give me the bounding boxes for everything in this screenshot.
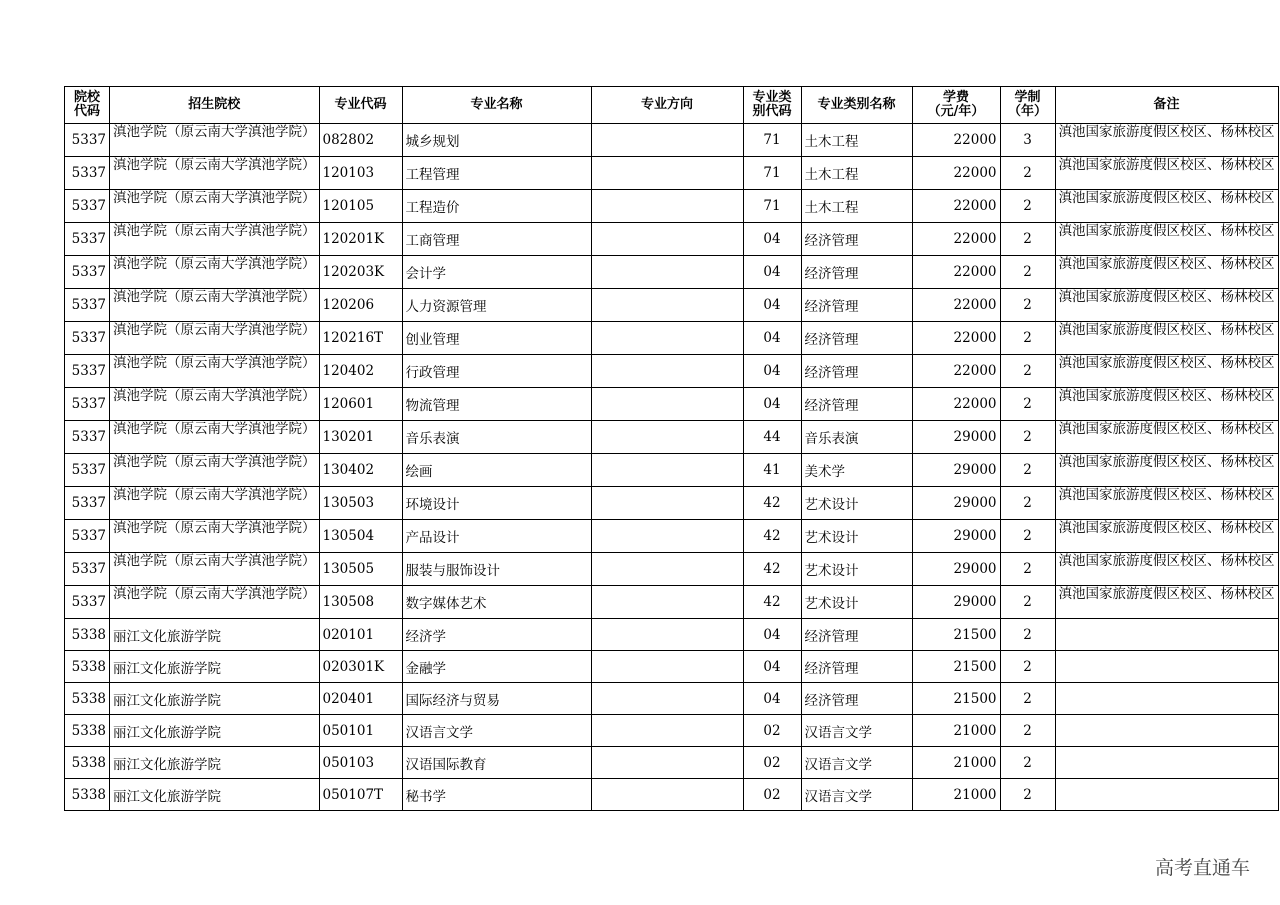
cell-note [1055,454,1278,487]
cell-school-text: 滇池学院（原云南大学滇池学院） [113,388,316,404]
cell-note-text: 滇池国家旅游度假区校区、杨林校区 [1058,487,1275,503]
cell-tuition: 21500 [912,651,1000,683]
cell-school-text: 滇池学院（原云南大学滇池学院） [113,421,316,437]
cell-school: 丽江文化旅游学院 [110,651,320,683]
cell-category-name: 音乐表演 [801,421,912,454]
cell-note [1055,715,1278,747]
cell-direction [591,355,743,388]
cell-tuition: 22000 [912,157,1000,190]
cell-direction [591,322,743,355]
cell-school-text: 滇池学院（原云南大学滇池学院） [113,553,316,569]
cell-category-code: 71 [743,157,801,190]
cell-direction [591,619,743,651]
cell-code: 5338 [65,651,110,683]
cell-major-name: 秘书学 [402,779,591,811]
cell-category-name: 经济管理 [801,322,912,355]
cell-major-name: 产品设计 [402,520,591,553]
cell-school [110,421,320,454]
cell-code: 5337 [65,520,110,553]
cell-major-name: 工程管理 [402,157,591,190]
cell-major-code: 082802 [319,124,402,157]
cell-direction [591,487,743,520]
table-row [65,520,1279,553]
cell-major-code: 130504 [319,520,402,553]
cell-major-code: 120216T [319,322,402,355]
cell-major-code: 020401 [319,683,402,715]
cell-direction [591,683,743,715]
cell-school [110,520,320,553]
cell-code: 5337 [65,454,110,487]
cell-years: 2 [1000,779,1055,811]
cell-school-text: 滇池学院（原云南大学滇池学院） [113,322,316,338]
cell-note [1055,586,1278,619]
cell-category-name: 汉语言文学 [801,747,912,779]
cell-note [1055,779,1278,811]
cell-category-name: 艺术设计 [801,487,912,520]
cell-category-name: 艺术设计 [801,553,912,586]
cell-note-text: 滇池国家旅游度假区校区、杨林校区 [1058,520,1275,536]
cell-code: 5338 [65,619,110,651]
cell-direction [591,520,743,553]
table-row [65,322,1279,355]
cell-category-code: 42 [743,487,801,520]
cell-category-code: 44 [743,421,801,454]
cell-category-name: 汉语言文学 [801,779,912,811]
cell-major-code: 020101 [319,619,402,651]
cell-direction [591,454,743,487]
cell-years: 2 [1000,454,1055,487]
table-row [65,355,1279,388]
cell-note-text: 滇池国家旅游度假区校区、杨林校区 [1058,421,1275,437]
cell-major-name: 物流管理 [402,388,591,421]
cell-school [110,289,320,322]
cell-category-name: 土木工程 [801,157,912,190]
table-row [65,619,1279,651]
cell-direction [591,553,743,586]
cell-school: 丽江文化旅游学院 [110,747,320,779]
cell-category-code: 04 [743,355,801,388]
cell-direction [591,256,743,289]
cell-tuition: 29000 [912,421,1000,454]
cell-tuition: 22000 [912,322,1000,355]
cell-note [1055,256,1278,289]
cell-tuition: 29000 [912,553,1000,586]
cell-school: 丽江文化旅游学院 [110,715,320,747]
table-row [65,651,1279,683]
cell-category-code: 04 [743,683,801,715]
cell-school-text: 滇池学院（原云南大学滇池学院） [113,223,316,239]
cell-category-name: 经济管理 [801,683,912,715]
cell-school [110,157,320,190]
cell-school [110,256,320,289]
cell-major-name: 行政管理 [402,355,591,388]
cell-years: 2 [1000,157,1055,190]
cell-note [1055,421,1278,454]
cell-note [1055,651,1278,683]
cell-school [110,322,320,355]
cell-major-name: 汉语言文学 [402,715,591,747]
cell-major-code: 120203K [319,256,402,289]
cell-note [1055,553,1278,586]
cell-major-name: 音乐表演 [402,421,591,454]
cell-code: 5337 [65,124,110,157]
header-tuition: 学费 （元/年） [912,87,1000,124]
cell-school-text: 滇池学院（原云南大学滇池学院） [113,157,316,173]
header-direction: 专业方向 [591,87,743,124]
table-row [65,388,1279,421]
cell-school-text: 滇池学院（原云南大学滇池学院） [113,454,316,470]
cell-category-name: 经济管理 [801,651,912,683]
cell-category-code: 04 [743,223,801,256]
cell-major-code: 130508 [319,586,402,619]
cell-category-name: 汉语言文学 [801,715,912,747]
cell-category-name: 经济管理 [801,355,912,388]
cell-code: 5337 [65,355,110,388]
cell-years: 2 [1000,223,1055,256]
cell-tuition: 22000 [912,190,1000,223]
cell-category-code: 04 [743,289,801,322]
cell-years: 3 [1000,124,1055,157]
cell-note-text: 滇池国家旅游度假区校区、杨林校区 [1058,223,1275,239]
cell-major-code: 050101 [319,715,402,747]
cell-school [110,487,320,520]
cell-major-code: 130505 [319,553,402,586]
cell-category-name: 美术学 [801,454,912,487]
admissions-table [64,86,1279,811]
cell-tuition: 29000 [912,487,1000,520]
cell-direction [591,651,743,683]
cell-code: 5338 [65,715,110,747]
cell-note [1055,289,1278,322]
cell-school [110,190,320,223]
cell-major-code: 050107T [319,779,402,811]
cell-major-name: 金融学 [402,651,591,683]
cell-note [1055,124,1278,157]
cell-category-code: 02 [743,779,801,811]
cell-code: 5337 [65,487,110,520]
cell-note-text: 滇池国家旅游度假区校区、杨林校区 [1058,124,1275,140]
cell-note [1055,223,1278,256]
header-major-code: 专业代码 [319,87,402,124]
cell-direction [591,157,743,190]
cell-school [110,388,320,421]
header-row [65,87,1279,124]
cell-direction [591,223,743,256]
cell-category-code: 04 [743,619,801,651]
cell-school [110,223,320,256]
cell-direction [591,586,743,619]
cell-years: 2 [1000,421,1055,454]
cell-major-code: 120105 [319,190,402,223]
cell-category-name: 艺术设计 [801,520,912,553]
cell-code: 5337 [65,223,110,256]
cell-category-code: 71 [743,190,801,223]
cell-major-name: 服装与服饰设计 [402,553,591,586]
cell-school-text: 滇池学院（原云南大学滇池学院） [113,520,316,536]
cell-code: 5337 [65,421,110,454]
cell-category-code: 41 [743,454,801,487]
cell-category-code: 42 [743,553,801,586]
cell-school [110,586,320,619]
cell-tuition: 22000 [912,223,1000,256]
cell-category-code: 04 [743,322,801,355]
header-major-name: 专业名称 [402,87,591,124]
cell-category-name: 土木工程 [801,124,912,157]
cell-code: 5337 [65,256,110,289]
cell-school [110,454,320,487]
cell-tuition: 29000 [912,454,1000,487]
cell-school-text: 滇池学院（原云南大学滇池学院） [113,256,316,272]
table-row [65,487,1279,520]
cell-category-code: 04 [743,651,801,683]
cell-major-code: 130503 [319,487,402,520]
cell-direction [591,421,743,454]
cell-category-name: 经济管理 [801,256,912,289]
cell-note-text: 滇池国家旅游度假区校区、杨林校区 [1058,454,1275,470]
cell-note [1055,520,1278,553]
cell-category-name: 经济管理 [801,388,912,421]
cell-note [1055,683,1278,715]
cell-years: 2 [1000,683,1055,715]
table-row [65,190,1279,223]
header-code: 院校 代码 [65,87,110,124]
cell-tuition: 21500 [912,683,1000,715]
cell-major-name: 环境设计 [402,487,591,520]
cell-note-text: 滇池国家旅游度假区校区、杨林校区 [1058,322,1275,338]
cell-category-name: 经济管理 [801,223,912,256]
cell-school-text: 滇池学院（原云南大学滇池学院） [113,289,316,305]
table-row [65,454,1279,487]
cell-major-code: 120601 [319,388,402,421]
cell-note [1055,322,1278,355]
cell-school [110,553,320,586]
cell-major-code: 050103 [319,747,402,779]
cell-category-name: 经济管理 [801,619,912,651]
cell-years: 2 [1000,553,1055,586]
table-row [65,779,1279,811]
cell-school-text: 滇池学院（原云南大学滇池学院） [113,355,316,371]
cell-tuition: 29000 [912,586,1000,619]
watermark-text: 高考直通车 [1154,857,1250,879]
cell-direction [591,747,743,779]
cell-major-name: 会计学 [402,256,591,289]
cell-category-code: 04 [743,256,801,289]
header-category-name: 专业类别名称 [801,87,912,124]
cell-note-text: 滇池国家旅游度假区校区、杨林校区 [1058,553,1275,569]
cell-years: 2 [1000,190,1055,223]
cell-years: 2 [1000,619,1055,651]
cell-category-name: 艺术设计 [801,586,912,619]
cell-note [1055,388,1278,421]
table-row [65,586,1279,619]
table-row [65,553,1279,586]
cell-major-code: 120206 [319,289,402,322]
cell-major-name: 创业管理 [402,322,591,355]
cell-note [1055,487,1278,520]
cell-tuition: 22000 [912,289,1000,322]
cell-direction [591,779,743,811]
cell-category-name: 土木工程 [801,190,912,223]
cell-major-name: 经济学 [402,619,591,651]
cell-category-code: 04 [743,388,801,421]
table-row [65,683,1279,715]
cell-tuition: 21500 [912,619,1000,651]
cell-years: 2 [1000,256,1055,289]
table-row [65,747,1279,779]
cell-note-text: 滇池国家旅游度假区校区、杨林校区 [1058,586,1275,602]
cell-major-name: 城乡规划 [402,124,591,157]
cell-school [110,355,320,388]
header-note: 备注 [1055,87,1278,124]
cell-note-text: 滇池国家旅游度假区校区、杨林校区 [1058,289,1275,305]
cell-major-name: 绘画 [402,454,591,487]
cell-tuition: 21000 [912,715,1000,747]
cell-major-name: 工程造价 [402,190,591,223]
cell-years: 2 [1000,747,1055,779]
cell-note [1055,157,1278,190]
table-row [65,715,1279,747]
cell-school-text: 滇池学院（原云南大学滇池学院） [113,124,316,140]
cell-major-name: 汉语国际教育 [402,747,591,779]
cell-note [1055,190,1278,223]
cell-code: 5337 [65,322,110,355]
table-row [65,256,1279,289]
cell-note-text: 滇池国家旅游度假区校区、杨林校区 [1058,190,1275,206]
cell-direction [591,715,743,747]
cell-years: 2 [1000,715,1055,747]
cell-years: 2 [1000,586,1055,619]
cell-school: 丽江文化旅游学院 [110,683,320,715]
cell-school-text: 滇池学院（原云南大学滇池学院） [113,487,316,503]
cell-code: 5338 [65,779,110,811]
cell-major-name: 工商管理 [402,223,591,256]
cell-school [110,124,320,157]
cell-school: 丽江文化旅游学院 [110,619,320,651]
cell-note-text: 滇池国家旅游度假区校区、杨林校区 [1058,256,1275,272]
cell-major-name: 人力资源管理 [402,289,591,322]
cell-direction [591,289,743,322]
cell-tuition: 22000 [912,355,1000,388]
cell-note [1055,747,1278,779]
table-row [65,124,1279,157]
cell-note [1055,355,1278,388]
cell-major-name: 数字媒体艺术 [402,586,591,619]
cell-years: 2 [1000,487,1055,520]
header-school: 招生院校 [110,87,320,124]
cell-tuition: 22000 [912,388,1000,421]
cell-major-code: 130402 [319,454,402,487]
cell-note-text: 滇池国家旅游度假区校区、杨林校区 [1058,388,1275,404]
cell-category-code: 02 [743,747,801,779]
cell-category-code: 42 [743,586,801,619]
cell-direction [591,190,743,223]
table-row [65,223,1279,256]
cell-school-text: 滇池学院（原云南大学滇池学院） [113,190,316,206]
cell-code: 5337 [65,157,110,190]
cell-major-code: 020301K [319,651,402,683]
cell-tuition: 21000 [912,747,1000,779]
cell-code: 5338 [65,683,110,715]
cell-tuition: 22000 [912,124,1000,157]
cell-note-text: 滇池国家旅游度假区校区、杨林校区 [1058,157,1275,173]
cell-major-code: 120201K [319,223,402,256]
table-row [65,421,1279,454]
cell-note-text: 滇池国家旅游度假区校区、杨林校区 [1058,355,1275,371]
cell-direction [591,124,743,157]
cell-major-code: 120402 [319,355,402,388]
cell-tuition: 29000 [912,520,1000,553]
table-row [65,289,1279,322]
cell-school-text: 滇池学院（原云南大学滇池学院） [113,586,316,602]
cell-major-name: 国际经济与贸易 [402,683,591,715]
cell-years: 2 [1000,388,1055,421]
cell-code: 5337 [65,289,110,322]
cell-tuition: 21000 [912,779,1000,811]
cell-code: 5337 [65,586,110,619]
header-years: 学制 （年） [1000,87,1055,124]
cell-major-code: 130201 [319,421,402,454]
cell-category-code: 42 [743,520,801,553]
cell-years: 2 [1000,520,1055,553]
cell-years: 2 [1000,355,1055,388]
header-category-code: 专业类 别代码 [743,87,801,124]
cell-major-code: 120103 [319,157,402,190]
cell-years: 2 [1000,322,1055,355]
cell-category-name: 经济管理 [801,289,912,322]
cell-years: 2 [1000,289,1055,322]
cell-category-code: 02 [743,715,801,747]
cell-years: 2 [1000,651,1055,683]
cell-code: 5337 [65,190,110,223]
table-row [65,157,1279,190]
cell-note [1055,619,1278,651]
cell-code: 5337 [65,388,110,421]
cell-code: 5337 [65,553,110,586]
cell-school: 丽江文化旅游学院 [110,779,320,811]
cell-code: 5338 [65,747,110,779]
cell-tuition: 22000 [912,256,1000,289]
cell-category-code: 71 [743,124,801,157]
cell-direction [591,388,743,421]
